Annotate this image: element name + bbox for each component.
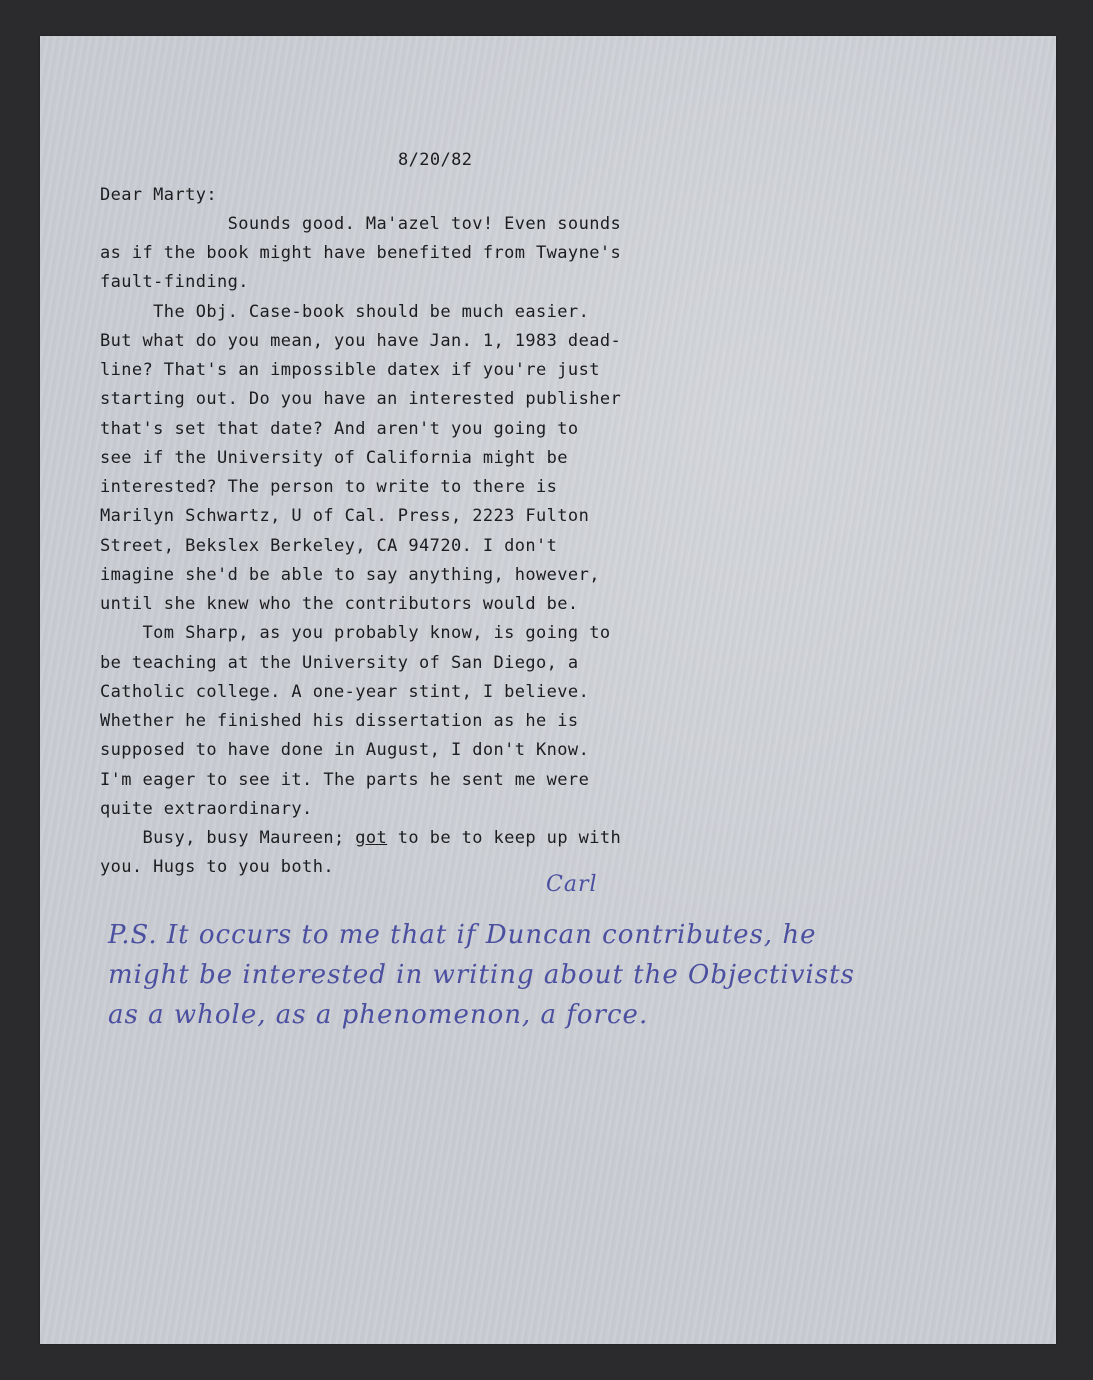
body-line: starting out. Do you have an interested publisher <box>100 389 622 409</box>
body-line: that's set that date? And aren't you going to <box>100 419 579 439</box>
body-line: Sounds good. Ma'azel tov! Even sounds <box>100 214 622 234</box>
handwritten-signature: Carl <box>546 872 598 897</box>
letter-date: 8/20/82 <box>398 150 473 170</box>
body-line: The Obj. Case-book should be much easier. <box>100 302 590 322</box>
body-line: Street, Bekslex Berkeley, CA 94720. I don't <box>100 536 558 556</box>
body-line: see if the University of California might be <box>100 448 568 468</box>
body-line: Tom Sharp, as you probably know, is going to <box>100 623 611 643</box>
body-line: quite extraordinary. <box>100 799 313 819</box>
body-line: Catholic college. A one-year stint, I believe. <box>100 682 590 702</box>
body-line: line? That's an impossible datex if you're just <box>100 360 600 380</box>
busy-line <box>100 828 621 848</box>
busy-line-start: Busy, busy Maureen; <box>100 828 356 848</box>
body-line: you. Hugs to you both. <box>100 857 334 877</box>
handwritten-postscript-line: might be interested in writing about the Objectivists <box>108 960 855 990</box>
body-line: Whether he finished his dissertation as he is <box>100 711 579 731</box>
body-line: But what do you mean, you have Jan. 1, 1983 dead- <box>100 331 622 351</box>
busy-line-end: to be to keep up with <box>387 828 622 848</box>
handwritten-postscript-line: as a whole, as a phenomenon, a force. <box>108 1000 649 1030</box>
body-line: supposed to have done in August, I don't Know. <box>100 740 590 760</box>
body-line: until she knew who the contributors would be. <box>100 594 579 614</box>
body-line: Marilyn Schwartz, U of Cal. Press, 2223 Fulton <box>100 506 590 526</box>
letter-page <box>40 36 1056 1344</box>
body-line: as if the book might have benefited from Twayne's <box>100 243 622 263</box>
body-line: I'm eager to see it. The parts he sent me were <box>100 770 590 790</box>
body-line: imagine she'd be able to say anything, however, <box>100 565 600 585</box>
body-line: interested? The person to write to there is <box>100 477 558 497</box>
body-line: fault-finding. <box>100 272 249 292</box>
body-line: be teaching at the University of San Diego, a <box>100 653 579 673</box>
underlined-word: got <box>355 828 388 848</box>
salutation: Dear Marty: <box>100 185 217 205</box>
handwritten-postscript-line: P.S. It occurs to me that if Duncan contributes, he <box>108 920 817 950</box>
